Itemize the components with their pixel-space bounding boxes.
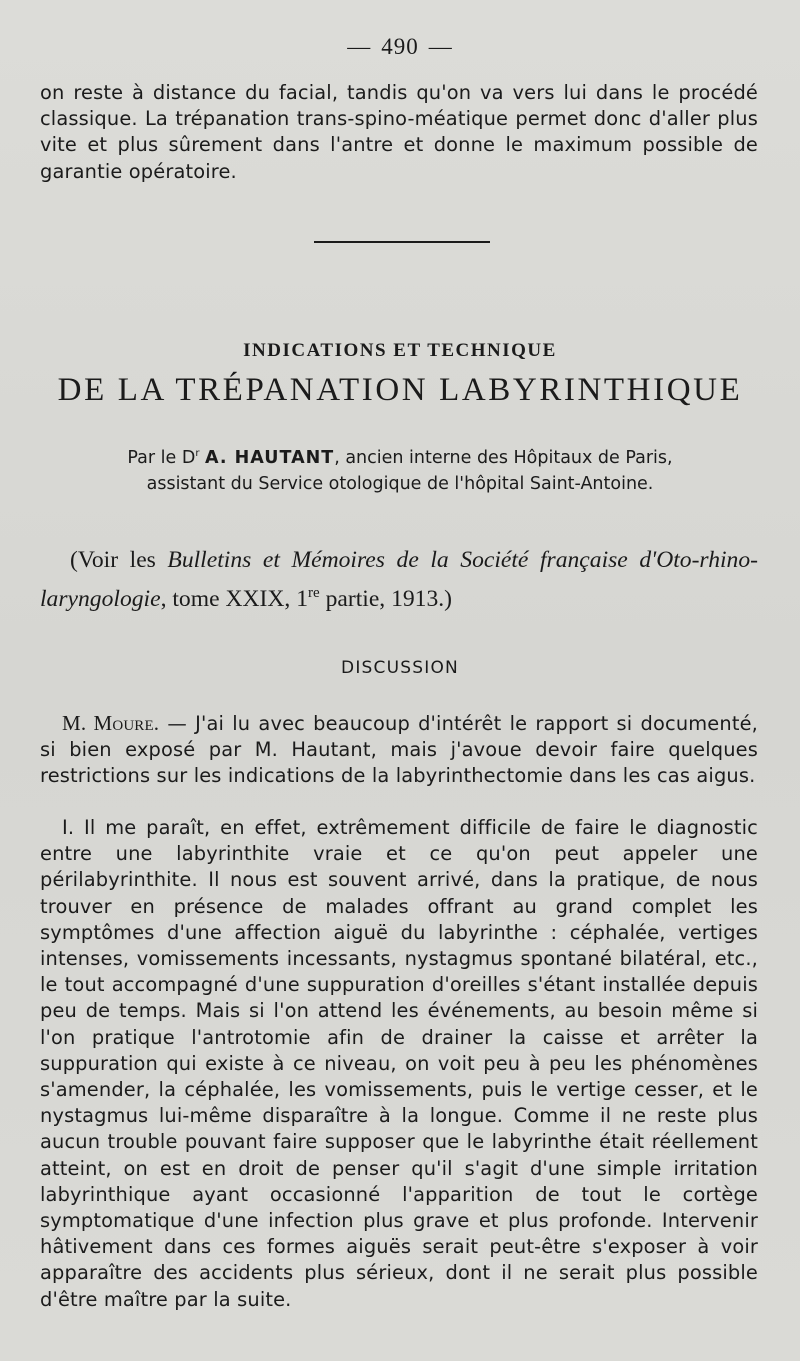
reference-journal: Bulletins et Mémoires de la Société française d'Oto-rhino-laryngologie	[40, 547, 758, 612]
article-title-line1: INDICATIONS ET TECHNIQUE	[243, 340, 557, 361]
reference-open: (Voir les	[70, 547, 168, 573]
reference-rest: partie, 1913.)	[319, 585, 453, 612]
article-title-line2: DE LA TRÉPANATION LABYRINTHIQUE	[57, 372, 743, 408]
byline-prefix-sup: r	[195, 448, 200, 459]
section-divider	[314, 241, 490, 243]
page-number-value: 490	[381, 34, 419, 59]
discussion-paragraph-2: I. Il me paraît, en effet, extrêmement difficile de faire le diagnostic entre une labyrinthite vraie et ce qu'on peut appeler une périlabyrinthite. Il nous est souvent arrivé, dans la pratique, de nous trouver en présence de malades offrant au grand complet les symptômes d'une affection aiguë du labyrinthe : céphalée, vertiges intenses, vomissements incessants, nystagmus spontané bilatéral, etc., le tout accompagné d'une suppuration d'oreilles s'étant installée depuis peu de temps. Mais si l'on attend les événements, au besoin même si l'on pratique l'antrotomie afin de drainer la caisse et arrêter la suppuration qui existe à ce niveau, on voit peu à peu les phénomènes s'amender, la céphalée, les vomissements, puis le vertige cesser, et le nystagmus lui-même disparaître à la longue. Comme il ne reste plus aucun trouble pouvant faire supposer que le labyrinthe était réellement atteint, on est en droit de penser qu'il s'agit d'une simple irritation labyrinthique ayant occasionné l'apparition de tout le cortège symptomatique d'une infection plus grave et plus profonde. Intervenir hâtivement dans ces formes aiguës serait peut-être s'exposer à voir apparaître des accidents plus sérieux, dont il ne serait plus possible d'être maître par la suite.	[40, 816, 758, 1311]
discussion-paragraph-1	[40, 710, 758, 790]
folio-dash-right: —	[428, 34, 453, 59]
page-number	[0, 34, 800, 60]
folio-dash-left: —	[347, 34, 372, 59]
byline-line2: assistant du Service otologique de l'hôpital Saint-Antoine.	[146, 473, 654, 494]
byline-prefix: Par le D	[127, 447, 196, 468]
reference-note	[40, 544, 758, 616]
paragraph-1-text: — J'ai lu avec beaucoup d'intérêt le rapport si documenté, si bien exposé par M. Hautant, mais j'avoue devoir faire quelques restrictions sur les indications de la labyrinthectomie dans les cas aigus.	[40, 712, 758, 788]
speaker-name: M. Moure.	[62, 711, 160, 735]
reference-volume: , tome XXIX, 1	[160, 585, 309, 612]
byline-line1	[0, 441, 800, 471]
author-name: A. HAUTANT	[205, 447, 335, 468]
byline-rest: , ancien interne des Hôpitaux de Paris,	[334, 447, 673, 468]
continuation-paragraph: on reste à distance du facial, tandis qu'on va vers lui dans le procédé classique. La trépanation trans-spino-méatique permet donc d'aller plus vite et plus sûrement dans l'antre et donne le maximum possible de garantie opératoire.	[40, 81, 758, 183]
article-byline	[0, 441, 800, 497]
discussion-heading: DISCUSSION	[341, 658, 459, 678]
reference-volume-sup: re	[308, 585, 320, 601]
